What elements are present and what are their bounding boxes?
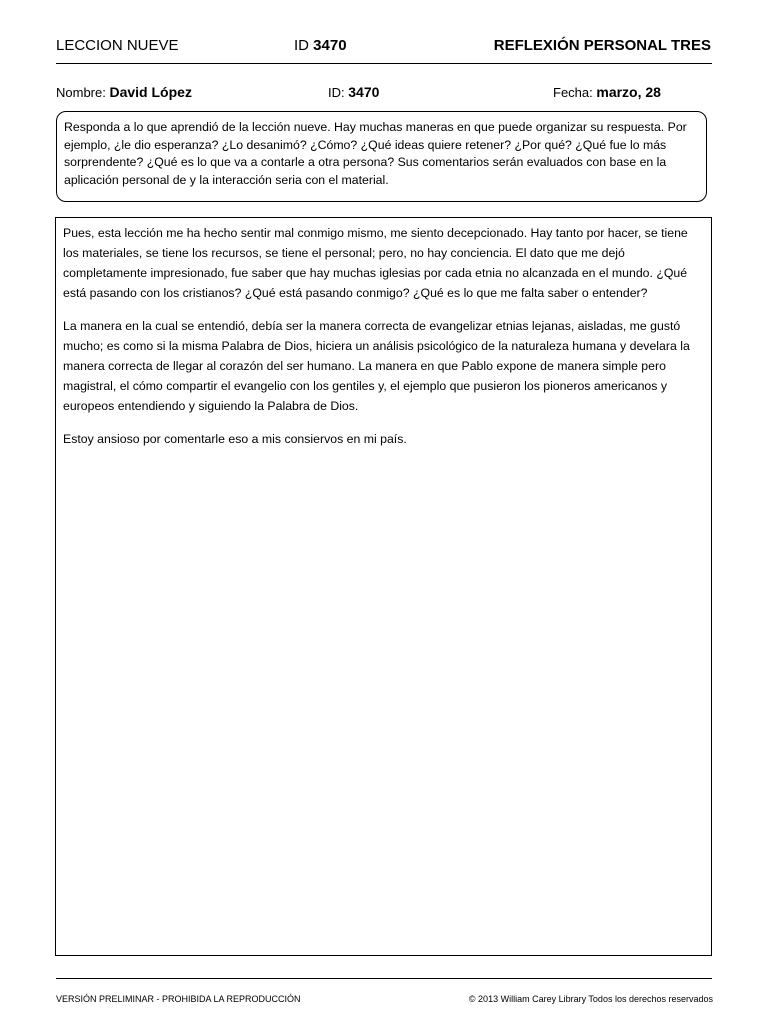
header-id-label: ID bbox=[294, 37, 309, 54]
student-id bbox=[328, 84, 379, 100]
response-paragraph: Estoy ansioso por comentarle eso a mis consiervos en mi país. bbox=[63, 432, 407, 446]
date-label: Fecha: bbox=[553, 85, 593, 100]
footer-notice: VERSIÓN PRELIMINAR - PROHIBIDA LA REPRODUCCIÓN bbox=[56, 994, 301, 1004]
date bbox=[553, 84, 661, 100]
id-value: 3470 bbox=[348, 84, 380, 100]
page-title: REFLEXIÓN PERSONAL TRES bbox=[493, 37, 711, 54]
header-id-value: 3470 bbox=[313, 37, 347, 54]
header-divider bbox=[56, 63, 712, 64]
lesson-label: LECCION NUEVE bbox=[56, 37, 179, 54]
footer-divider bbox=[56, 978, 712, 979]
instructions-box: Responda a lo que aprendió de la lección nueve. Hay muchas maneras en que puede organizar su respuesta. Por ejemplo, ¿le dio esperanza? ¿Lo desanimó? ¿Cómo? ¿Qué ideas quiere retener? ¿Por qué? ¿Qué fue lo más sorprendente? ¿Qué es lo que va a contarle a otra persona? Sus comentarios serán evaluados con base en la aplicación personal de y la interacción seria con el material. bbox=[56, 111, 707, 202]
response-paragraph: Pues, esta lección me ha hecho sentir mal conmigo mismo, me siento decepcionado. Hay tanto por hacer, se tiene los materiales, se tiene los recursos, se tiene el personal; pero, no hay conciencia. El dato que me dejó completamente impresionado, fue saber que hay muchas iglesias por cada etnia no alcanzada en el mundo. ¿Qué está pasando con los cristianos? ¿Qué está pasando conmigo? ¿Qué es lo que me falta saber o entender? bbox=[63, 226, 688, 300]
response-box[interactable] bbox=[55, 217, 712, 956]
name-label: Nombre: bbox=[56, 85, 106, 100]
date-value: marzo, 28 bbox=[596, 84, 661, 100]
header-id bbox=[294, 37, 347, 54]
name-value: David López bbox=[109, 84, 192, 100]
response-paragraph: La manera en la cual se entendió, debía ser la manera correcta de evangelizar etnias lejanas, aisladas, me gustó mucho; es como si la misma Palabra de Dios, hiciera un análisis psicológico de la naturaleza humana y develara la manera correcta de llegar al corazón del ser humano. La manera en que Pablo expone de manera simple pero magistral, el cómo compartir el evangelio con los gentiles y, el ejemplo que pusieron los pioneros americanos y europeos entendiendo y siguiendo la Palabra de Dios. bbox=[63, 319, 690, 413]
student-name bbox=[56, 84, 192, 100]
footer-copyright: © 2013 William Carey Library Todos los derechos reservados bbox=[468, 994, 713, 1004]
id-label: ID: bbox=[328, 85, 345, 100]
